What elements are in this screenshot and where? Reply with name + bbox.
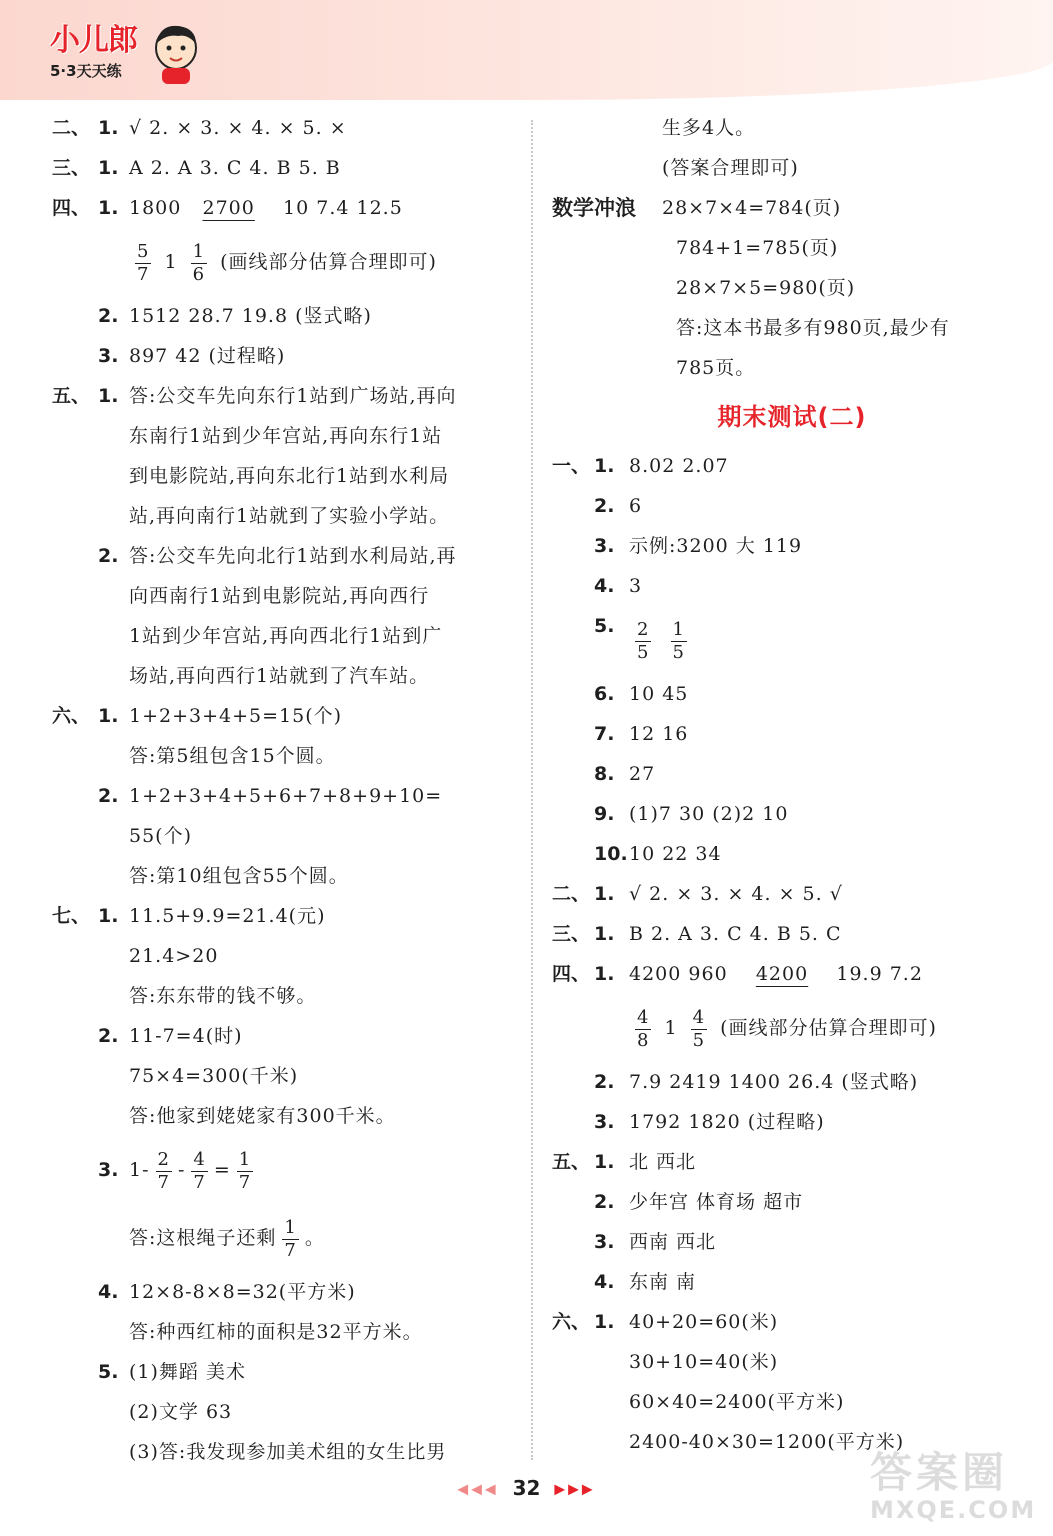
answer-text: 10 22 34	[629, 843, 722, 865]
section-marker: 五、	[52, 385, 91, 407]
question-number: 2.	[594, 495, 615, 517]
denominator: 7	[193, 1171, 206, 1193]
answer-line	[552, 714, 1032, 754]
answer-text: 75×4=300(千米)	[129, 1065, 299, 1087]
answer-line	[552, 188, 1032, 228]
answer-line	[52, 656, 522, 696]
question-number: 7.	[594, 723, 615, 745]
answer-text	[629, 606, 693, 674]
question-number: 1.	[98, 705, 119, 727]
answer-line	[552, 108, 1032, 148]
answer-line	[52, 188, 522, 228]
answer-text: (1)舞蹈 美术	[129, 1361, 246, 1383]
underlined-value: 2700	[202, 197, 255, 219]
numerator: 2	[157, 1148, 170, 1170]
answer-line	[552, 1062, 1032, 1102]
question-number: 2.	[98, 785, 119, 807]
watermark-title: 答案圈	[870, 1448, 1009, 1497]
test-title: 期末测试(二)	[717, 403, 867, 431]
question-number: 4.	[594, 1271, 615, 1293]
question-number: 3.	[594, 1111, 615, 1133]
fraction	[135, 241, 151, 286]
section-marker: 三、	[552, 923, 591, 945]
section-marker: 四、	[52, 197, 91, 219]
numerator: 1	[284, 1216, 297, 1238]
answer-text: 1+2+3+4+5+6+7+8+9+10=	[129, 785, 443, 807]
answer-text	[129, 188, 403, 228]
expression-part: 1-	[129, 1159, 150, 1181]
logo-title: 小儿郎	[50, 23, 137, 58]
prev-arrows-icon: ◀◀◀	[457, 1481, 499, 1498]
answer-line	[52, 108, 522, 148]
question-number: 3.	[594, 1231, 615, 1253]
answer-value: 1	[164, 251, 178, 273]
answer-text: 答:第10组包含55个圆。	[129, 865, 349, 887]
question-number: 4.	[594, 575, 615, 597]
answer-line	[52, 736, 522, 776]
answer-line	[52, 936, 522, 976]
answer-text: 答:公交车先向北行1站到水利局站,再	[129, 545, 457, 567]
answer-text: 3	[629, 575, 643, 597]
fraction	[156, 1149, 172, 1194]
answer-text: 北 西北	[629, 1151, 697, 1173]
answer-text: (答案合理即可)	[662, 157, 799, 179]
answer-text: 27	[629, 763, 656, 785]
question-number: 3.	[98, 1159, 119, 1181]
answer-line	[552, 954, 1032, 994]
numerator: 1	[192, 240, 206, 262]
answer-line	[52, 496, 522, 536]
question-number: 9.	[594, 803, 615, 825]
answer-text: 8.02 2.07	[629, 455, 729, 477]
answer-text: 答:公交车先向东行1站到广场站,再向	[129, 385, 457, 407]
underlined-value: 4200	[755, 963, 809, 985]
numerator: 5	[137, 240, 150, 262]
answer-line	[552, 348, 1032, 388]
denominator: 8	[637, 1029, 650, 1051]
answer-line	[552, 526, 1032, 566]
answer-text: √ 2. × 3. × 4. × 5. √	[629, 883, 843, 905]
answer-line	[52, 1272, 522, 1312]
answer-line	[52, 376, 522, 416]
answer-text	[129, 228, 437, 296]
denominator: 6	[192, 263, 206, 285]
answer-line	[52, 1312, 522, 1352]
expression-part: -	[177, 1159, 186, 1181]
answer-value: 1800	[129, 197, 182, 219]
fraction	[691, 1007, 707, 1052]
question-number: 1.	[594, 923, 615, 945]
answer-line	[552, 994, 1032, 1062]
answer-text: 东南行1站到少年宫站,再向东行1站	[129, 425, 443, 447]
answer-line	[52, 896, 522, 936]
next-arrows-icon: ▶▶▶	[554, 1481, 596, 1498]
question-number: 6.	[594, 683, 615, 705]
answer-value: 4200 960	[629, 963, 728, 985]
question-number: 1.	[98, 385, 119, 407]
answer-line	[552, 1142, 1032, 1182]
answer-line	[52, 1016, 522, 1056]
answer-line	[552, 148, 1032, 188]
answer-line	[552, 1262, 1032, 1302]
answer-text: 10 45	[629, 683, 689, 705]
question-number: 3.	[594, 535, 615, 557]
answer-line	[52, 696, 522, 736]
answer-text: 785页。	[676, 357, 756, 379]
numerator: 4	[637, 1006, 650, 1028]
answer-text: 向西南行1站到电影院站,再向西行	[129, 585, 430, 607]
answer-text: 55(个)	[129, 825, 193, 847]
answer-line	[52, 148, 522, 188]
answer-line	[52, 616, 522, 656]
answer-line	[552, 566, 1032, 606]
answer-text: (2)文学 63	[129, 1401, 233, 1423]
fraction	[191, 1149, 207, 1194]
answer-line	[552, 1222, 1032, 1262]
question-number: 1.	[98, 905, 119, 927]
question-number: 2.	[98, 545, 119, 567]
question-number: 1.	[98, 197, 119, 219]
question-number: 1.	[98, 117, 119, 139]
answer-line	[52, 856, 522, 896]
section-marker: 五、	[552, 1151, 591, 1173]
answer-line	[52, 1096, 522, 1136]
answer-text: 东南 南	[629, 1271, 697, 1293]
answer-line	[52, 416, 522, 456]
answer-line	[552, 268, 1032, 308]
answer-line	[52, 1136, 522, 1204]
answer-line	[552, 606, 1032, 674]
answer-value: 19.9 7.2	[836, 963, 923, 985]
answer-text	[629, 994, 937, 1062]
answer-text: 1站到少年宫站,再向西北行1站到广	[129, 625, 443, 647]
section-marker: 二、	[52, 117, 91, 139]
answer-value: 10 7.4 12.5	[283, 197, 403, 219]
answer-line	[52, 816, 522, 856]
question-number: 10.	[594, 843, 628, 865]
answer-line	[52, 1432, 522, 1472]
answer-line	[52, 1204, 522, 1272]
answer-line	[552, 1182, 1032, 1222]
answer-line	[552, 1102, 1032, 1142]
numerator: 4	[193, 1148, 206, 1170]
question-number: 2.	[594, 1191, 615, 1213]
answer-text	[129, 1136, 259, 1204]
section-marker: 四、	[552, 963, 591, 985]
answer-text: 28×7×5=980(页)	[676, 277, 856, 299]
section-marker: 七、	[52, 905, 91, 927]
question-number: 8.	[594, 763, 615, 785]
numerator: 2	[637, 618, 650, 640]
numerator: 1	[238, 1148, 252, 1170]
numerator: 4	[692, 1006, 706, 1028]
answer-line	[52, 228, 522, 296]
answer-text: (1)7 30 (2)2 10	[629, 803, 789, 825]
mascot-icon	[150, 22, 202, 90]
answer-text: 场站,再向西行1站就到了汽车站。	[129, 665, 430, 687]
answer-text: 答:这本书最多有980页,最少有	[676, 317, 950, 339]
fraction	[671, 619, 687, 664]
answer-text: 11-7=4(时)	[129, 1025, 243, 1047]
fraction	[635, 619, 651, 664]
answer-line	[52, 536, 522, 576]
answer-text: 6	[629, 495, 643, 517]
answer-text: 60×40=2400(平方米)	[629, 1391, 845, 1413]
question-number: 1.	[594, 1311, 615, 1333]
answer-line	[552, 1342, 1032, 1382]
answer-text: 到电影院站,再向东北行1站到水利局	[129, 465, 450, 487]
answer-line	[552, 794, 1032, 834]
answer-text: 答:种西红柿的面积是32平方米。	[129, 1321, 423, 1343]
question-number: 1.	[98, 157, 119, 179]
answer-text: 11.5+9.9=21.4(元)	[129, 905, 326, 927]
question-number: 4.	[98, 1281, 119, 1303]
question-number: 2.	[594, 1071, 615, 1093]
denominator: 7	[137, 263, 150, 285]
answer-line	[552, 228, 1032, 268]
question-number: 5.	[594, 615, 615, 637]
numerator: 1	[672, 618, 685, 640]
section-marker: 六、	[52, 705, 91, 727]
fraction	[237, 1149, 253, 1194]
answer-text: 答:东东带的钱不够。	[129, 985, 317, 1007]
section-marker: 三、	[52, 157, 91, 179]
answer-line	[552, 486, 1032, 526]
answer-text: 7.9 2419 1400 26.4 (竖式略)	[629, 1071, 919, 1093]
answer-text: 1+2+3+4+5=15(个)	[129, 705, 343, 727]
math-surf-label: 数学冲浪	[552, 196, 636, 220]
answer-line	[52, 296, 522, 336]
answer-text: 12×8-8×8=32(平方米)	[129, 1281, 356, 1303]
answer-text: B 2. A 3. C 4. B 5. C	[629, 923, 842, 945]
answer-line	[52, 576, 522, 616]
question-number: 2.	[98, 305, 119, 327]
answer-text: 784+1=785(页)	[676, 237, 839, 259]
answer-text: 示例:3200 大 119	[629, 535, 803, 557]
denominator: 5	[692, 1029, 706, 1051]
question-number: 5.	[98, 1361, 119, 1383]
question-number: 1.	[594, 963, 615, 985]
answer-text: 站,再向南行1站就到了实验小学站。	[129, 505, 450, 527]
answer-text: 21.4>20	[129, 945, 219, 967]
denominator: 5	[672, 641, 685, 663]
denominator: 7	[284, 1239, 297, 1261]
answer-line	[552, 446, 1032, 486]
answer-line	[52, 1056, 522, 1096]
answer-text: 40+20=60(米)	[629, 1311, 779, 1333]
right-column	[552, 108, 1032, 1462]
answer-text: A 2. A 3. C 4. B 5. B	[129, 157, 341, 179]
answer-text: 30+10=40(米)	[629, 1351, 779, 1373]
answer-text: 少年宫 体育场 超市	[629, 1191, 804, 1213]
left-column	[52, 108, 522, 1472]
answer-line	[552, 874, 1032, 914]
answer-line	[552, 674, 1032, 714]
brand-logo	[50, 23, 137, 81]
watermark-url: MXQE.COM	[870, 1496, 1037, 1524]
answer-line	[552, 754, 1032, 794]
note-text: (画线部分估算合理即可)	[220, 251, 437, 273]
answer-text: 1792 1820 (过程略)	[629, 1111, 825, 1133]
answer-line	[552, 914, 1032, 954]
answer-text: 897 42 (过程略)	[129, 345, 286, 367]
answer-line	[52, 336, 522, 376]
logo-subtitle: 5·3天天练	[50, 62, 122, 80]
answer-line	[52, 456, 522, 496]
answer-prefix: 答:这根绳子还剩	[129, 1227, 277, 1249]
answer-text	[129, 1204, 325, 1272]
expression-part: =	[213, 1159, 231, 1181]
answer-line	[52, 976, 522, 1016]
answer-text: 28×7×4=784(页)	[662, 197, 842, 219]
question-number: 3.	[98, 345, 119, 367]
answer-value: 1	[664, 1017, 678, 1039]
section-marker: 一、	[552, 455, 591, 477]
question-number: 1.	[594, 1151, 615, 1173]
answer-line	[552, 308, 1032, 348]
answer-line	[552, 834, 1032, 874]
watermark	[870, 1440, 1036, 1524]
page-number: 32	[512, 1476, 541, 1500]
denominator: 5	[637, 641, 650, 663]
note-text: (画线部分估算合理即可)	[720, 1017, 937, 1039]
answer-text: 1512 28.7 19.8 (竖式略)	[129, 305, 372, 327]
answer-text: 答:他家到姥姥家有300千米。	[129, 1105, 396, 1127]
answer-line	[552, 1382, 1032, 1422]
denominator: 7	[238, 1171, 252, 1193]
answer-text: (3)答:我发现参加美术组的女生比男	[129, 1441, 447, 1463]
answer-line	[52, 1392, 522, 1432]
fraction	[191, 241, 207, 286]
fraction	[282, 1217, 298, 1262]
answer-line	[552, 1302, 1032, 1342]
answer-text: 2400-40×30=1200(平方米)	[629, 1431, 905, 1453]
column-divider	[531, 120, 533, 1460]
answer-text: 答:第5组包含15个圆。	[129, 745, 336, 767]
answer-text: √ 2. × 3. × 4. × 5. ×	[129, 117, 347, 139]
question-number: 1.	[594, 455, 615, 477]
answer-text: 生多4人。	[662, 117, 756, 139]
answer-line	[52, 776, 522, 816]
answer-suffix: 。	[304, 1227, 325, 1249]
section-marker: 二、	[552, 883, 591, 905]
answer-text: 12 16	[629, 723, 689, 745]
section-marker: 六、	[552, 1311, 591, 1333]
denominator: 7	[157, 1171, 170, 1193]
question-number: 1.	[594, 883, 615, 905]
fraction	[635, 1007, 651, 1052]
question-number: 2.	[98, 1025, 119, 1047]
answer-text	[629, 954, 923, 994]
answer-text: 西南 西北	[629, 1231, 717, 1253]
answer-line	[52, 1352, 522, 1392]
